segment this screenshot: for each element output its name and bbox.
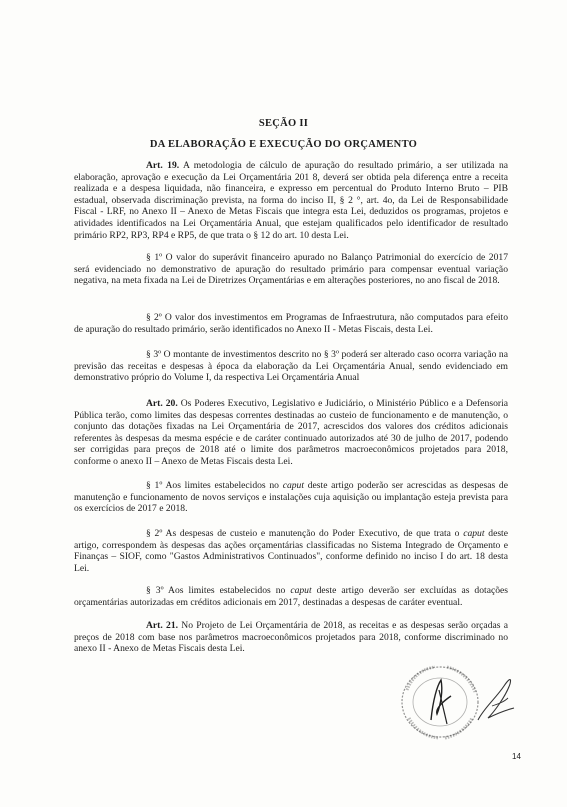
art19-paragraph-2 (74, 312, 508, 335)
section-subtitle: DA ELABORAÇÃO E EXECUÇÃO DO ORÇAMENTO (149, 139, 418, 150)
article-label: Art. 21. (146, 620, 179, 631)
article-label: Art. 20. (146, 398, 178, 409)
paragraph-text-cont: deste artigo poderão ser acrescidas as despesas de manutenção e funcionamento de novos serviços e instalações cuja aquisição ou implantação esteja prevista para os exercícios de 2017 e 2018. (74, 480, 508, 515)
paragraph-text: Aos limites estabelecidos no (162, 480, 283, 491)
article-text: A metodologia de cálculo de apuração do resultado primário, a ser utilizada na elaboração, aprovação e execução da Lei Orçamentária 201 8, deverá ser obtida pela diferença entre a receita realizada e a despesa liquidada, não financeira, e expresso em percentual do Produto Interno Bruto – PIB estadual, observada discriminação prevista, na forma do inciso II, § 2 °, art. 4o, da Lei de Responsabilidade Fiscal - LRF, no Anexo II – Anexo de Metas Fiscais que integra esta Lei, deduzidos os programas, projetos e atividades identificados na Lei Orçamentária Anual, que estejam qualificados pelo identificador de resultado primário RP2, RP3, RP4 e RP5, de que trata o § 12 do art. 10 desta Lei. (74, 160, 508, 241)
caput-term: caput (282, 480, 305, 491)
caput-term: caput (463, 528, 485, 539)
paragraph-text: O montante de investimentos descrito no § 3º poderá ser alterado caso ocorra variação na previsão das receitas e despesas à época da elaboração da Lei Orçamentária Anual, sendo evidenciado em demonstrativo próprio do Volume I, da respectiva Lei Orçamentária Anual (74, 349, 508, 384)
art19-paragraph-3 (74, 349, 508, 384)
paragraph-label: § 1º (146, 252, 163, 263)
paragraph-label: § 3º (146, 349, 162, 360)
caput-term: caput (290, 585, 312, 596)
article-text: No Projeto de Lei Orçamentária de 2018, as receitas e as despesas serão orçadas a preços de 2018 com base nos parâmetros macroeconômicos projetados para 2018, conforme discriminado no anexo II - Anexo de Metas Fiscais desta Lei. (74, 620, 509, 655)
paragraph-text: O valor do superávit financeiro apurado no Balanço Patrimonial do exercício de 2017 será evidenciado no demonstrativo de apuração do resultado primário para compensar eventual variação negativa, na meta fixada na Lei de Diretrizes Orçamentárias e em alterações posteriores, no ano fiscal de 2018. (74, 252, 508, 287)
paragraph-label: § 3º (146, 585, 164, 596)
article-20 (74, 398, 508, 468)
article-text: Os Poderes Executivo, Legislativo e Judiciário, o Ministério Público e a Defensoria Pública terão, como limites das despesas correntes destinadas ao custeio de funcionamento e de manutenção, o conjunto das dotações fixadas na Lei Orçamentária de 2017, acrescidos dos valores dos créditos adicionais referentes às despesas da mesma espécie e de caráter continuado autorizados até 30 de julho de 2017, podendo ser corrigidas para preços de 2018 até o limite dos parâmetros macroeconômicos projetados para 2018, conforme o anexo II – Anexo de Metas Fiscais desta Lei. (74, 398, 509, 467)
paragraph-label: § 2º (146, 312, 162, 323)
paragraph-text: O valor dos investimentos em Programas de Infraestrutura, não computados para efeito de apuração do resultado primário, serão identificados no Anexo II - Metas Fiscais, desta Lei. (74, 312, 509, 335)
paragraph-text: Aos limites estabelecidos no (163, 585, 291, 596)
paragraph-text-cont: deste artigo deverão ser excluídas as dotações orçamentárias autorizadas em créditos adicionais em 2017, destinadas a despesas de caráter eventual. (74, 585, 508, 608)
section-title: SEÇÃO II (258, 118, 309, 129)
art20-paragraph-3 (74, 585, 508, 608)
art19-paragraph-1 (74, 252, 508, 287)
paragraph-label: § 2º (146, 528, 163, 539)
paragraph-label: § 1º (146, 480, 163, 491)
handwritten-signature (470, 668, 520, 728)
article-19 (74, 160, 508, 241)
article-label: Art. 19. (146, 160, 180, 171)
page-number: 14 (512, 752, 521, 761)
paragraph-text: As despesas de custeio e manutenção do Poder Executivo, de que trata o (162, 528, 464, 539)
art20-paragraph-1 (74, 480, 508, 515)
article-21 (74, 620, 508, 655)
paragraph-text-cont: deste artigo, correspondem às despesas das ações orçamentárias classificadas no Sistema Integrado de Orçamento e Finanças – SIOF, como "Gastos Administrativos Continuados", conforme definido no inciso I do art. 18 desta Lei. (74, 528, 508, 574)
art20-paragraph-2 (74, 528, 508, 574)
